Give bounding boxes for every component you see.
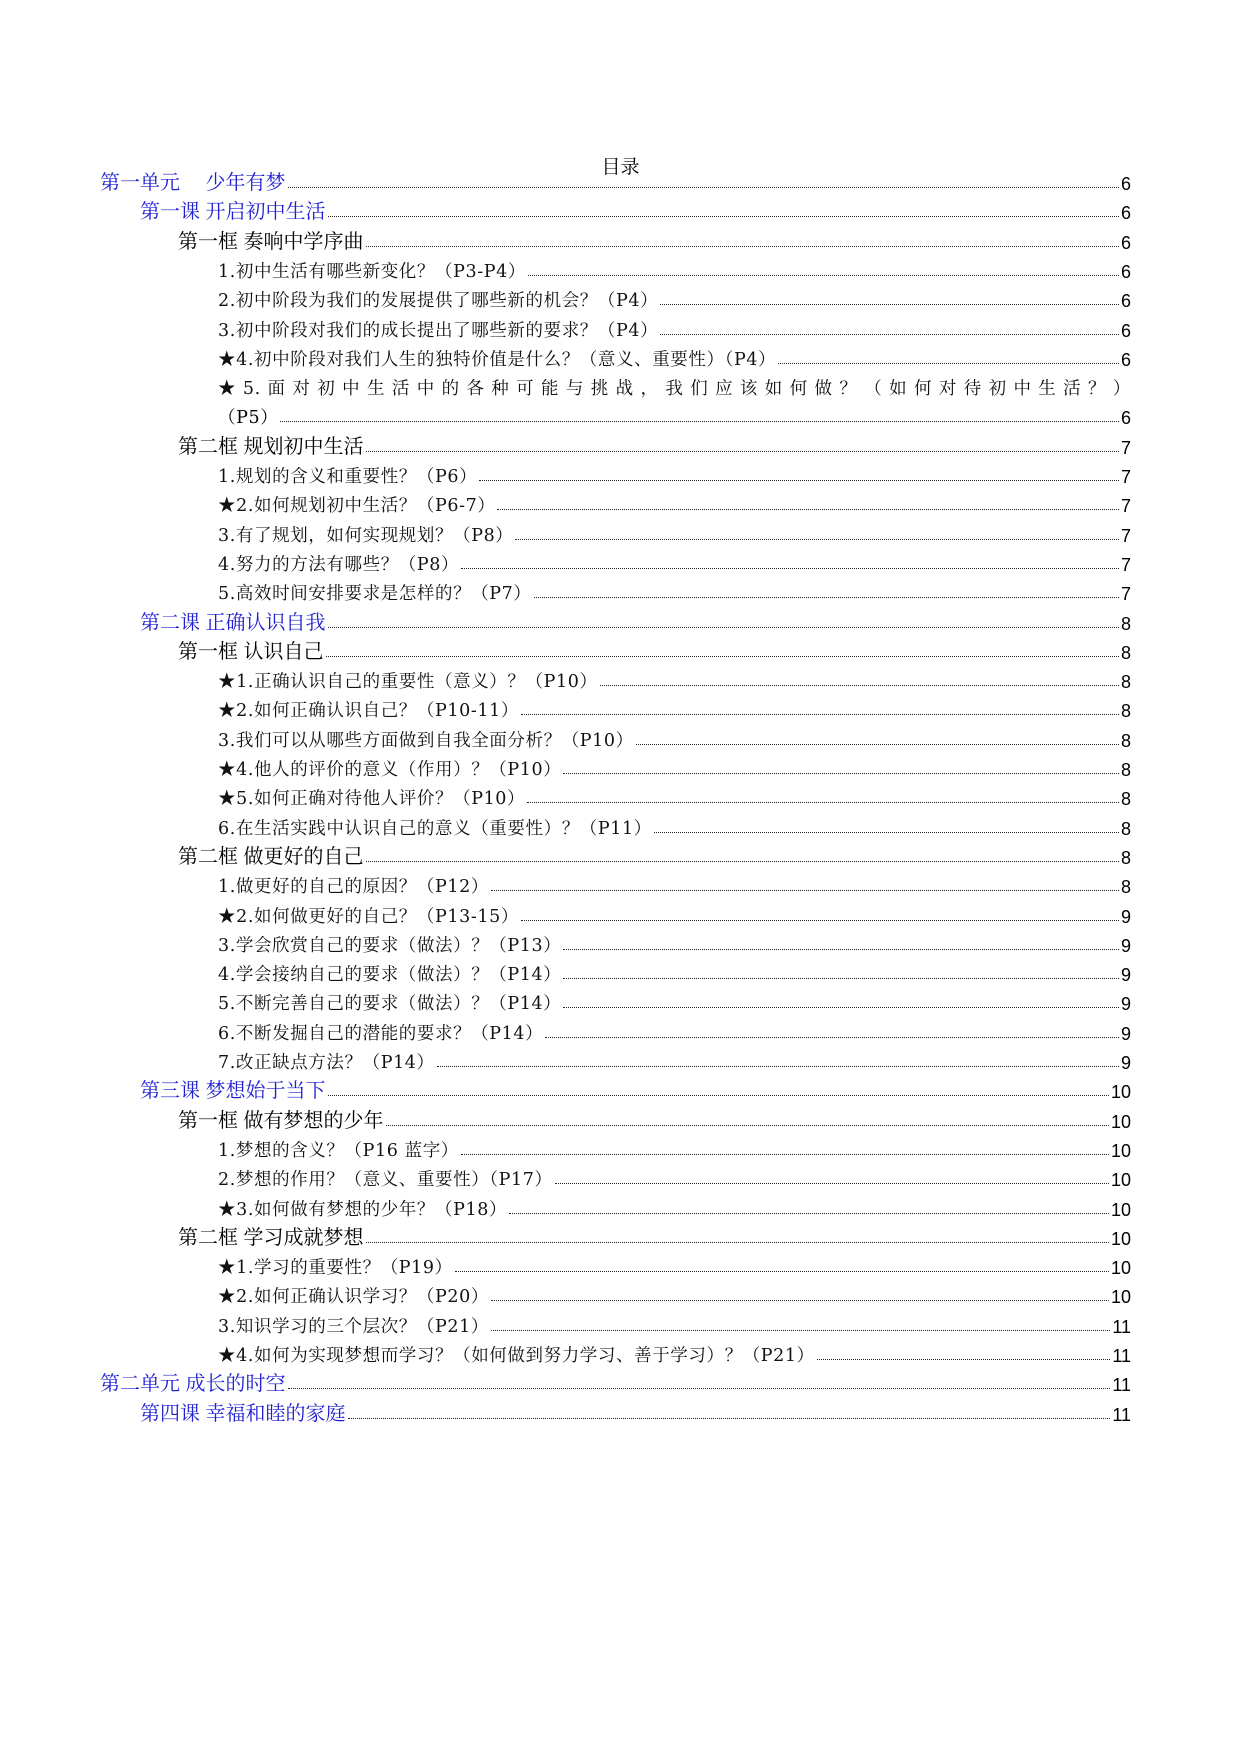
toc-entry-page-number: 10 xyxy=(1110,1287,1131,1308)
toc-entry-label: 第一课 开启初中生活 xyxy=(140,201,326,224)
toc-entry-page-number: 6 xyxy=(1120,261,1131,282)
toc-entry-label: ★1.正确认识自己的重要性（意义）？（P10） xyxy=(218,672,598,693)
toc-entry[interactable] xyxy=(140,192,1131,224)
dot-leader xyxy=(491,1300,1109,1301)
toc-entry-label: ★4.如何为实现梦想而学习？（如何做到努力学习、善于学习）？（P21） xyxy=(218,1346,815,1366)
toc-entry-page-number: 8 xyxy=(1120,672,1131,693)
dot-leader xyxy=(563,978,1119,979)
toc-entry-label: ★1.学习的重要性？（P19） xyxy=(218,1258,453,1279)
dot-leader xyxy=(366,451,1119,452)
toc-entry-label: 3.学会欣赏自己的要求（做法）？（P13） xyxy=(218,935,562,956)
dot-leader xyxy=(563,773,1119,774)
toc-entry-page-number: 6 xyxy=(1120,232,1131,253)
toc-entry-page-number: 6 xyxy=(1120,320,1131,341)
toc-entry[interactable] xyxy=(140,1071,1131,1103)
toc-entry-page-number: 7 xyxy=(1120,437,1131,458)
dot-leader xyxy=(437,1066,1119,1067)
dot-leader xyxy=(563,949,1119,950)
dot-leader xyxy=(491,1330,1110,1331)
toc-entry-label: 3.初中阶段对我们的成长提出了哪些新的要求？（P4） xyxy=(218,320,659,341)
toc-entry-label: ★5.面对初中生活中的各种可能与挑战，我们应该如何做？（如何对待初中生活？） xyxy=(218,379,1131,400)
dot-leader xyxy=(636,744,1119,745)
toc-entry-label: 1.做更好的自己的原因？（P12） xyxy=(218,877,489,898)
dot-leader xyxy=(817,1359,1111,1360)
dot-leader xyxy=(515,539,1119,540)
dot-leader xyxy=(600,685,1119,686)
dot-leader xyxy=(461,568,1119,569)
toc-entry[interactable] xyxy=(100,163,1131,195)
toc-entry-page-number: 8 xyxy=(1120,877,1131,898)
toc-entry-label: 第二框 规划初中生活 xyxy=(178,435,364,458)
toc-entry[interactable] xyxy=(218,866,1131,898)
toc-entry-label: 2.初中阶段为我们的发展提供了哪些新的机会？（P4） xyxy=(218,291,659,312)
toc-entry-label: ★2.如何正确认识自己？（P10-11） xyxy=(218,701,519,722)
toc-entry-page-number: 8 xyxy=(1120,789,1131,810)
toc-entry-page-number: 10 xyxy=(1110,1228,1131,1249)
toc-entry[interactable] xyxy=(218,310,1131,342)
toc-entry-label: 1.梦想的含义？（P16 蓝字） xyxy=(218,1140,459,1161)
toc-entry-label: 第二单元 成长的时空 xyxy=(100,1373,286,1396)
dot-leader xyxy=(479,480,1119,481)
toc-entry-page-number: 9 xyxy=(1120,965,1131,986)
toc-entry-label: 6.在生活实践中认识自己的意义（重要性）？（P11） xyxy=(218,818,652,839)
toc-entry-page-number: 11 xyxy=(1112,1375,1131,1396)
dot-leader xyxy=(545,1037,1119,1038)
dot-leader xyxy=(555,1183,1109,1184)
toc-entry-page-number: 10 xyxy=(1110,1170,1131,1191)
toc-entry-page-number: 10 xyxy=(1110,1199,1131,1220)
toc-entry[interactable] xyxy=(178,632,1131,664)
toc-entry[interactable] xyxy=(218,544,1131,576)
toc-entry[interactable] xyxy=(218,1189,1131,1221)
toc-entry[interactable] xyxy=(218,251,1131,283)
toc-entry-page-number: 6 xyxy=(1120,203,1131,224)
dot-leader xyxy=(328,1095,1109,1096)
toc-entry[interactable] xyxy=(178,427,1131,459)
dot-leader xyxy=(288,1388,1111,1389)
dot-leader xyxy=(509,1213,1109,1214)
dot-leader xyxy=(461,1154,1109,1155)
toc-entry[interactable] xyxy=(218,456,1131,488)
toc-entry-page-number: 8 xyxy=(1120,613,1131,634)
toc-entry[interactable] xyxy=(218,983,1131,1015)
toc-entry-page-number: 11 xyxy=(1112,1404,1131,1425)
toc-entry-page-number: 6 xyxy=(1120,408,1131,429)
toc-entry[interactable] xyxy=(218,1306,1131,1338)
dot-leader xyxy=(534,597,1119,598)
toc-entry-page-number: 6 xyxy=(1120,174,1131,194)
dot-leader xyxy=(521,714,1119,715)
dot-leader xyxy=(497,509,1119,510)
toc-entry[interactable] xyxy=(218,485,1131,517)
toc-entry-label: 第一框 认识自己 xyxy=(178,640,324,663)
toc-entry-label: ★3.如何做有梦想的少年？（P18） xyxy=(218,1199,508,1220)
toc-entry[interactable] xyxy=(218,1247,1131,1279)
toc-entry-label: ★5.如何正确对待他人评价？（P10） xyxy=(218,789,526,810)
dot-leader xyxy=(527,802,1119,803)
toc-entry[interactable] xyxy=(218,368,1131,400)
toc-entry-label: 4.努力的方法有哪些？（P8） xyxy=(218,554,460,575)
dot-leader xyxy=(328,627,1119,628)
toc-entry[interactable] xyxy=(218,1276,1131,1308)
dot-leader xyxy=(366,246,1119,247)
toc-entry-label: 1.规划的含义和重要性？（P6） xyxy=(218,467,478,487)
toc-entry-page-number: 8 xyxy=(1120,760,1131,780)
dot-leader xyxy=(288,187,1119,188)
dot-leader xyxy=(366,1242,1109,1243)
toc-entry-label: （P5） xyxy=(218,408,279,429)
dot-leader xyxy=(660,334,1119,335)
toc-entry-label: 5.高效时间安排要求是怎样的？（P7） xyxy=(218,584,532,605)
toc-entry-label: 第三课 梦想始于当下 xyxy=(140,1080,326,1103)
toc-entry-label: 3.知识学习的三个层次？（P21） xyxy=(218,1316,489,1337)
toc-entry[interactable] xyxy=(218,1042,1131,1074)
toc-entry-page-number: 7 xyxy=(1120,467,1131,487)
toc-entry-label: 5.不断完善自己的要求（做法）？（P14） xyxy=(218,994,562,1015)
toc-entry-page-number: 7 xyxy=(1120,554,1131,575)
toc-entry[interactable] xyxy=(218,749,1131,781)
toc-entry-page-number: 10 xyxy=(1110,1082,1131,1103)
toc-entry-page-number: 7 xyxy=(1120,496,1131,517)
toc-entry-page-number: 11 xyxy=(1112,1316,1131,1337)
toc-entry-label: 第一框 做有梦想的少年 xyxy=(178,1109,384,1132)
toc-entry-label: 3.有了规划，如何实现规划？（P8） xyxy=(218,525,514,546)
toc-entry-label: 第二框 做更好的自己 xyxy=(178,845,364,868)
toc-entry[interactable] xyxy=(218,720,1131,752)
toc-entry[interactable] xyxy=(218,925,1131,957)
dot-leader xyxy=(660,304,1119,305)
toc-entry-page-number: 8 xyxy=(1120,818,1131,839)
dot-leader xyxy=(455,1271,1109,1272)
toc-entry-page-number: 8 xyxy=(1120,730,1131,751)
toc-entry[interactable] xyxy=(178,1101,1131,1133)
toc-entry-label: ★4.初中阶段对我们人生的独特价值是什么？（意义、重要性）（P4） xyxy=(218,349,777,370)
dot-leader xyxy=(528,275,1119,276)
toc-entry-page-number: 10 xyxy=(1110,1258,1131,1279)
dot-leader xyxy=(521,920,1119,921)
toc-entry-label: ★2.如何规划初中生活？（P6-7） xyxy=(218,496,496,517)
toc-entry-page-number: 9 xyxy=(1120,1023,1131,1044)
toc-entry-label: 第二框 学习成就梦想 xyxy=(178,1226,364,1249)
toc-entry[interactable] xyxy=(218,778,1131,810)
toc-entry[interactable] xyxy=(218,690,1131,722)
toc-entry-label: 4.学会接纳自己的要求（做法）？（P14） xyxy=(218,965,562,986)
toc-entry-page-number: 8 xyxy=(1120,847,1131,868)
toc-entry-page-number: 8 xyxy=(1120,701,1131,722)
toc-entry[interactable] xyxy=(218,808,1131,840)
toc-entry[interactable] xyxy=(218,1013,1131,1045)
toc-entry[interactable] xyxy=(218,397,1131,429)
toc-entry[interactable] xyxy=(140,603,1131,635)
toc-entry[interactable] xyxy=(178,837,1131,869)
dot-leader xyxy=(563,1007,1119,1008)
toc-entry-label: 2.梦想的作用？（意义、重要性）（P17） xyxy=(218,1170,553,1191)
toc-entry[interactable] xyxy=(178,1218,1131,1250)
toc-entry[interactable] xyxy=(218,1335,1131,1367)
dot-leader xyxy=(366,861,1119,862)
toc-entry[interactable] xyxy=(218,896,1131,928)
dot-leader xyxy=(778,363,1119,364)
toc-entry[interactable] xyxy=(140,1394,1131,1426)
toc-entry[interactable] xyxy=(178,222,1131,254)
dot-leader xyxy=(654,832,1119,833)
toc-entry-page-number: 11 xyxy=(1112,1346,1131,1366)
toc-entry-page-number: 6 xyxy=(1120,349,1131,370)
toc-entry-page-number: 9 xyxy=(1120,906,1131,927)
toc-entry[interactable] xyxy=(218,1159,1131,1191)
toc-entry[interactable] xyxy=(218,515,1131,547)
toc-entry[interactable] xyxy=(218,573,1131,605)
toc-entry-label: 7.改正缺点方法？（P14） xyxy=(218,1053,435,1073)
toc-entry-label: ★4.他人的评价的意义（作用）？（P10） xyxy=(218,760,562,780)
toc-entry-label: 1.初中生活有哪些新变化？（P3-P4） xyxy=(218,261,526,282)
toc-entry[interactable] xyxy=(218,661,1131,693)
toc-entry-label: 第二课 正确认识自我 xyxy=(140,611,326,634)
toc-entry-page-number: 9 xyxy=(1120,935,1131,956)
toc-entry-label: ★2.如何正确认识学习？（P20） xyxy=(218,1287,489,1308)
toc-entry-page-number: 8 xyxy=(1120,642,1131,663)
dot-leader xyxy=(328,216,1119,217)
toc-entry-label: 第一单元 少年有梦 xyxy=(100,172,286,194)
toc-entry-page-number: 9 xyxy=(1120,994,1131,1015)
toc-entry-label: 第一框 奏响中学序曲 xyxy=(178,230,364,253)
toc-entry-label: ★2.如何做更好的自己？（P13-15） xyxy=(218,906,519,927)
toc-entry[interactable] xyxy=(218,339,1131,371)
toc-entry-label: 第四课 幸福和睦的家庭 xyxy=(140,1402,346,1425)
toc-entry[interactable] xyxy=(218,280,1131,312)
toc-entry-page-number: 7 xyxy=(1120,584,1131,605)
toc-entry-page-number: 10 xyxy=(1110,1140,1131,1161)
toc-entry-page-number: 10 xyxy=(1110,1111,1131,1132)
toc-entry[interactable] xyxy=(218,954,1131,986)
toc-heading: 目录 xyxy=(601,156,640,178)
toc-entry-label: 3.我们可以从哪些方面做到自我全面分析？（P10） xyxy=(218,730,634,751)
toc-entry[interactable] xyxy=(100,1364,1131,1396)
toc-entry-page-number: 9 xyxy=(1120,1053,1131,1073)
toc-entry-page-number: 7 xyxy=(1120,525,1131,546)
toc-entry-page-number: 6 xyxy=(1120,291,1131,312)
dot-leader xyxy=(491,890,1119,891)
toc-entry[interactable] xyxy=(218,1130,1131,1162)
dot-leader xyxy=(348,1418,1111,1419)
dot-leader xyxy=(326,656,1119,657)
dot-leader xyxy=(280,421,1119,422)
toc-entry-label: 6.不断发掘自己的潜能的要求？（P14） xyxy=(218,1023,544,1044)
dot-leader xyxy=(386,1125,1109,1126)
